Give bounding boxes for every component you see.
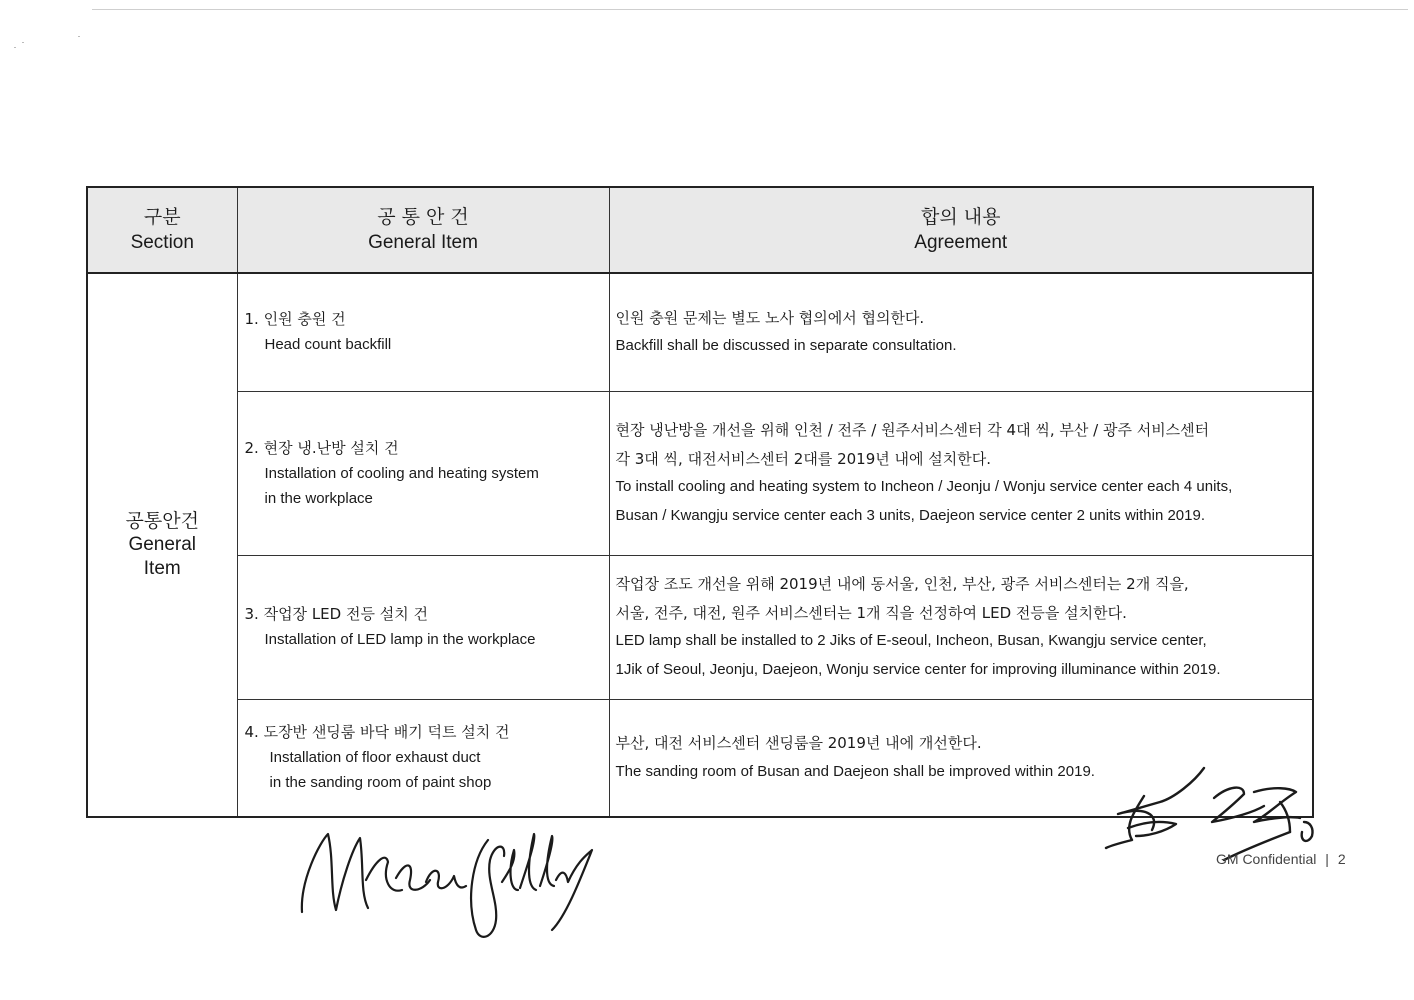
table-row [87, 555, 1313, 699]
agreement-cell [609, 391, 1313, 555]
agreement-text-ko: 인원 충원 문제는 별도 노사 협의에서 협의한다. [615, 308, 925, 327]
item-title-en: in the workplace [264, 489, 373, 507]
table-row [87, 391, 1313, 555]
item-title-en: in the sanding room of paint shop [269, 774, 492, 792]
agreement-text-ko: 현장 냉난방을 개선을 위해 인천 / 전주 / 원주서비스센터 각 4대 씩, 부산 / 광주 서비스센터 [615, 421, 1210, 439]
handwritten-signature-left [290, 820, 600, 950]
agreement-text-ko: 부산, 대전 서비스센터 샌딩룸을 2019년 내에 개선한다. [615, 734, 982, 753]
item-title-en: Installation of LED lamp in the workplace [264, 631, 536, 648]
scan-speck [22, 42, 24, 43]
page-top-rule [92, 9, 1408, 10]
agreement-cell [609, 273, 1313, 391]
item-title-ko: 3. 작업장 LED 전등 설치 건 [244, 605, 428, 623]
item-cell [237, 391, 609, 555]
page-number: 2 [1337, 851, 1346, 867]
agreement-text-ko: 각 3대 씩, 대전서비스센터 2대를 2019년 내에 설치한다. [615, 449, 991, 468]
header-agreement-en: Agreement [914, 232, 1008, 253]
agreement-text-ko: 작업장 조도 개선을 위해 2019년 내에 동서울, 인천, 부산, 광주 서비스센터는 2개 직을, [615, 575, 1189, 593]
header-section-en: Section [130, 232, 194, 253]
agreement-text-en: The sanding room of Busan and Daejeon shall be improved within 2019. [615, 762, 1095, 780]
item-cell [237, 273, 609, 391]
item-title-ko: 2. 현장 냉.난방 설치 건 [244, 438, 399, 457]
header-agreement-ko: 합의 내용 [921, 206, 1001, 228]
table-header-row [87, 187, 1313, 273]
header-agreement [609, 187, 1313, 273]
scan-speck [78, 36, 80, 37]
item-title-ko: 4. 도장반 샌딩룸 바닥 배기 덕트 설치 건 [244, 723, 510, 742]
table-row [87, 273, 1313, 391]
agreement-text-en: Busan / Kwangju service center each 3 units, Daejeon service center 2 units within 2019. [615, 506, 1205, 524]
item-title-ko: 1. 인원 충원 건 [244, 310, 346, 329]
footer-separator: | [1325, 851, 1329, 867]
agreement-table [86, 186, 1314, 818]
header-general-item [237, 187, 609, 273]
header-general-item-en: General Item [368, 232, 478, 253]
header-section [87, 187, 237, 273]
agreement-text-ko: 서울, 전주, 대전, 원주 서비스센터는 1개 직을 선정하여 LED 전등을 설치한다. [615, 603, 1127, 622]
item-title-en: Head count backfill [264, 336, 392, 354]
footer-confidential-label: GM Confidential [1216, 851, 1317, 867]
agreement-text-en: To install cooling and heating system to Incheon / Jeonju / Wonju service center each 4 units, [615, 478, 1233, 495]
agreement-text-en: 1Jik of Seoul, Jeonju, Daejeon, Wonju service center for improving illuminance within 2019. [615, 660, 1221, 678]
section-cell [87, 273, 237, 817]
item-cell [237, 699, 609, 817]
agreement-text-en: LED lamp shall be installed to 2 Jiks of E-seoul, Incheon, Busan, Kwangju service center, [615, 632, 1207, 649]
agreement-cell [609, 555, 1313, 699]
section-en-line1: General [128, 534, 197, 555]
header-section-ko: 구분 [143, 206, 181, 228]
agreement-text-en: Backfill shall be discussed in separate consultation. [615, 337, 957, 355]
section-en-line2: Item [143, 558, 181, 579]
item-title-en: Installation of cooling and heating system [264, 464, 539, 482]
item-cell [237, 555, 609, 699]
scan-speck [14, 47, 16, 48]
header-general-item-ko: 공 통 안 건 [377, 206, 469, 228]
footer [1216, 851, 1346, 867]
item-title-en: Installation of floor exhaust duct [269, 749, 481, 767]
section-ko: 공통안건 [125, 510, 199, 532]
